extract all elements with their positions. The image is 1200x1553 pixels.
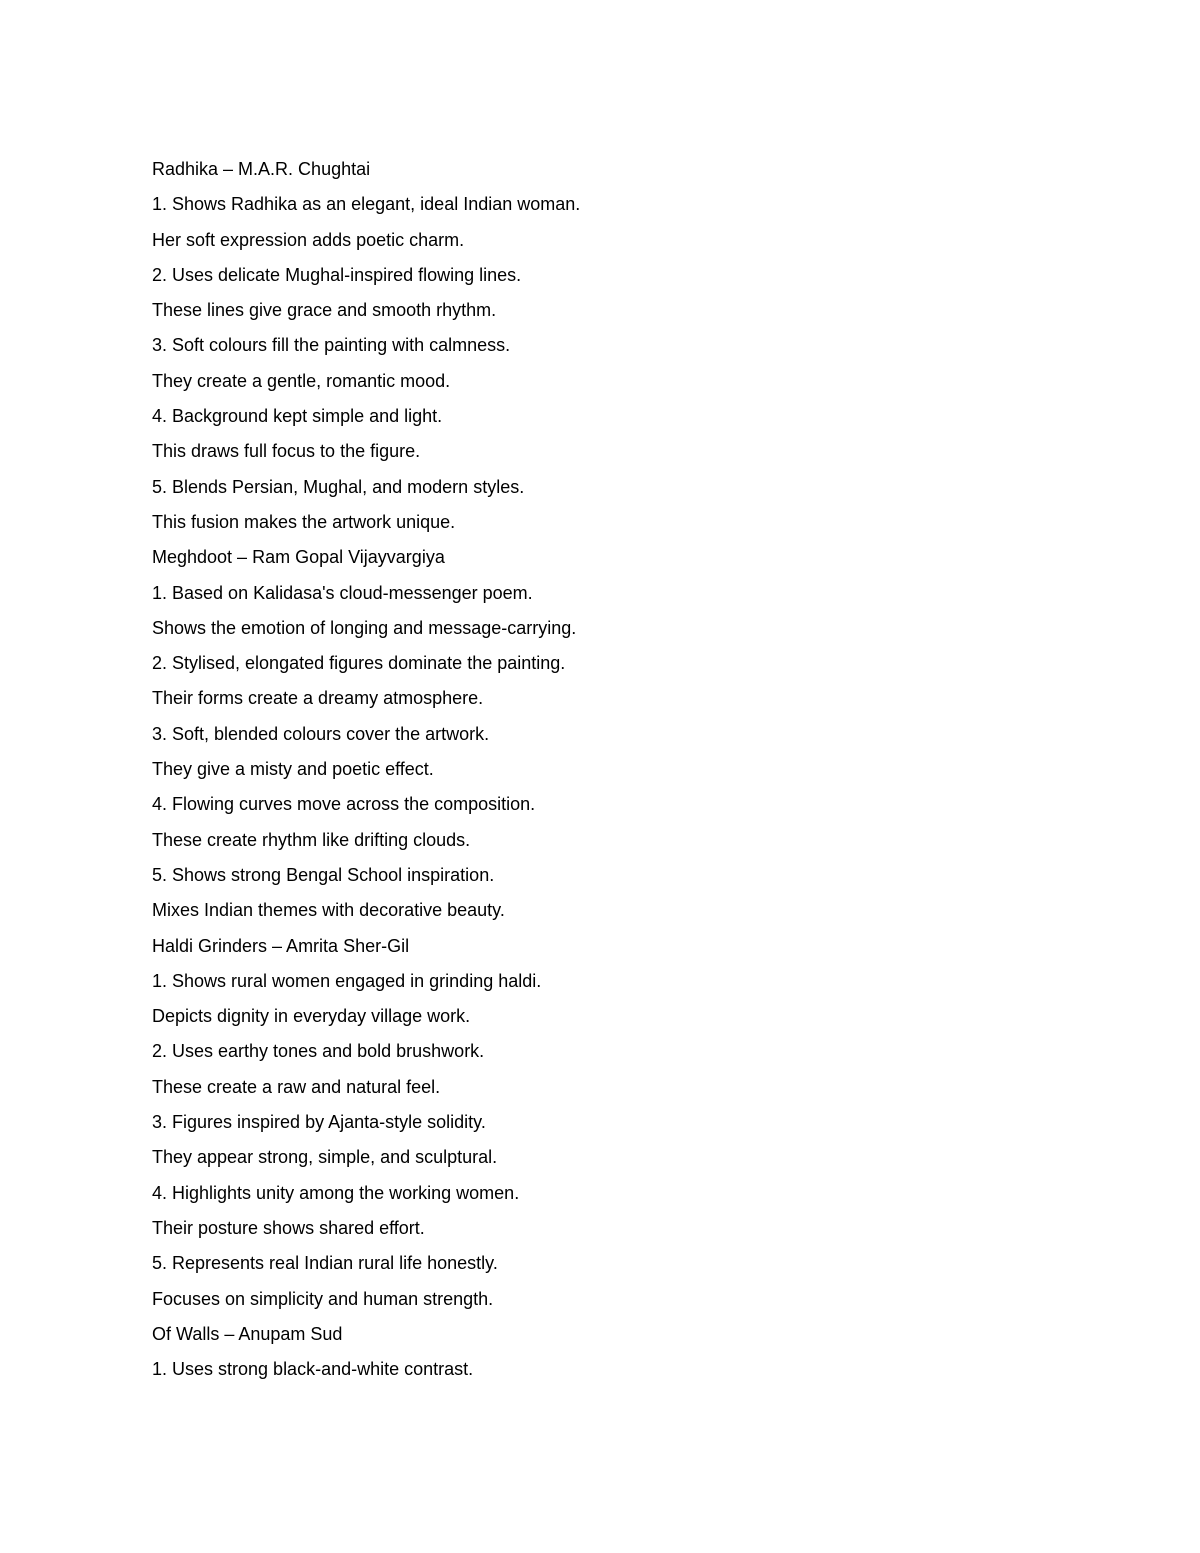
- text-line: Their posture shows shared effort.: [152, 1217, 425, 1238]
- text-line: 5. Blends Persian, Mughal, and modern styles.: [152, 476, 525, 497]
- text-line: They give a misty and poetic effect.: [152, 759, 434, 780]
- text-line: Her soft expression adds poetic charm.: [152, 229, 465, 250]
- text-line: Depicts dignity in everyday village work.: [152, 1006, 471, 1027]
- text-line: 3. Figures inspired by Ajanta-style solidity.: [152, 1112, 486, 1133]
- text-line: 2. Uses delicate Mughal-inspired flowing lines.: [152, 264, 522, 285]
- text-line: 1. Shows Radhika as an elegant, ideal Indian woman.: [152, 194, 581, 215]
- section-heading-meghdoot: Meghdoot – Ram Gopal Vijayvargiya: [152, 547, 445, 568]
- text-line: 4. Background kept simple and light.: [152, 406, 443, 427]
- section-heading-radhika: Radhika – M.A.R. Chughtai: [152, 159, 371, 179]
- text-line: 2. Stylised, elongated figures dominate the painting.: [152, 653, 566, 674]
- text-line: 3. Soft colours fill the painting with calmness.: [152, 335, 511, 356]
- text-line: This fusion makes the artwork unique.: [152, 511, 456, 532]
- text-line: They create a gentle, romantic mood.: [152, 370, 451, 391]
- text-line: 2. Uses earthy tones and bold brushwork.: [152, 1041, 485, 1062]
- text-line: These create a raw and natural feel.: [152, 1076, 441, 1097]
- text-line: 4. Flowing curves move across the composition.: [152, 794, 536, 815]
- text-line: 3. Soft, blended colours cover the artwork.: [152, 723, 490, 744]
- text-line: 5. Shows strong Bengal School inspiration.: [152, 864, 495, 885]
- text-line: These lines give grace and smooth rhythm.: [152, 300, 497, 321]
- section-heading-haldi-grinders: Haldi Grinders – Amrita Sher-Gil: [152, 935, 410, 956]
- text-line: 4. Highlights unity among the working women.: [152, 1182, 520, 1203]
- text-line: Mixes Indian themes with decorative beauty.: [152, 900, 505, 921]
- text-line: These create rhythm like drifting clouds.: [152, 829, 471, 850]
- text-line: This draws full focus to the figure.: [152, 441, 421, 462]
- text-line: 1. Based on Kalidasa's cloud-messenger poem.: [152, 582, 533, 603]
- text-line: Their forms create a dreamy atmosphere.: [152, 688, 484, 709]
- text-line: 1. Uses strong black-and-white contrast.: [152, 1359, 474, 1380]
- text-line: 1. Shows rural women engaged in grinding haldi.: [152, 970, 542, 991]
- document-body: [152, 152, 1132, 1387]
- text-line: 5. Represents real Indian rural life honestly.: [152, 1253, 498, 1274]
- section-heading-of-walls: Of Walls – Anupam Sud: [152, 1323, 343, 1344]
- text-line: Focuses on simplicity and human strength.: [152, 1288, 494, 1309]
- text-line: Shows the emotion of longing and message-carrying.: [152, 617, 577, 638]
- text-line: They appear strong, simple, and sculptural.: [152, 1147, 498, 1168]
